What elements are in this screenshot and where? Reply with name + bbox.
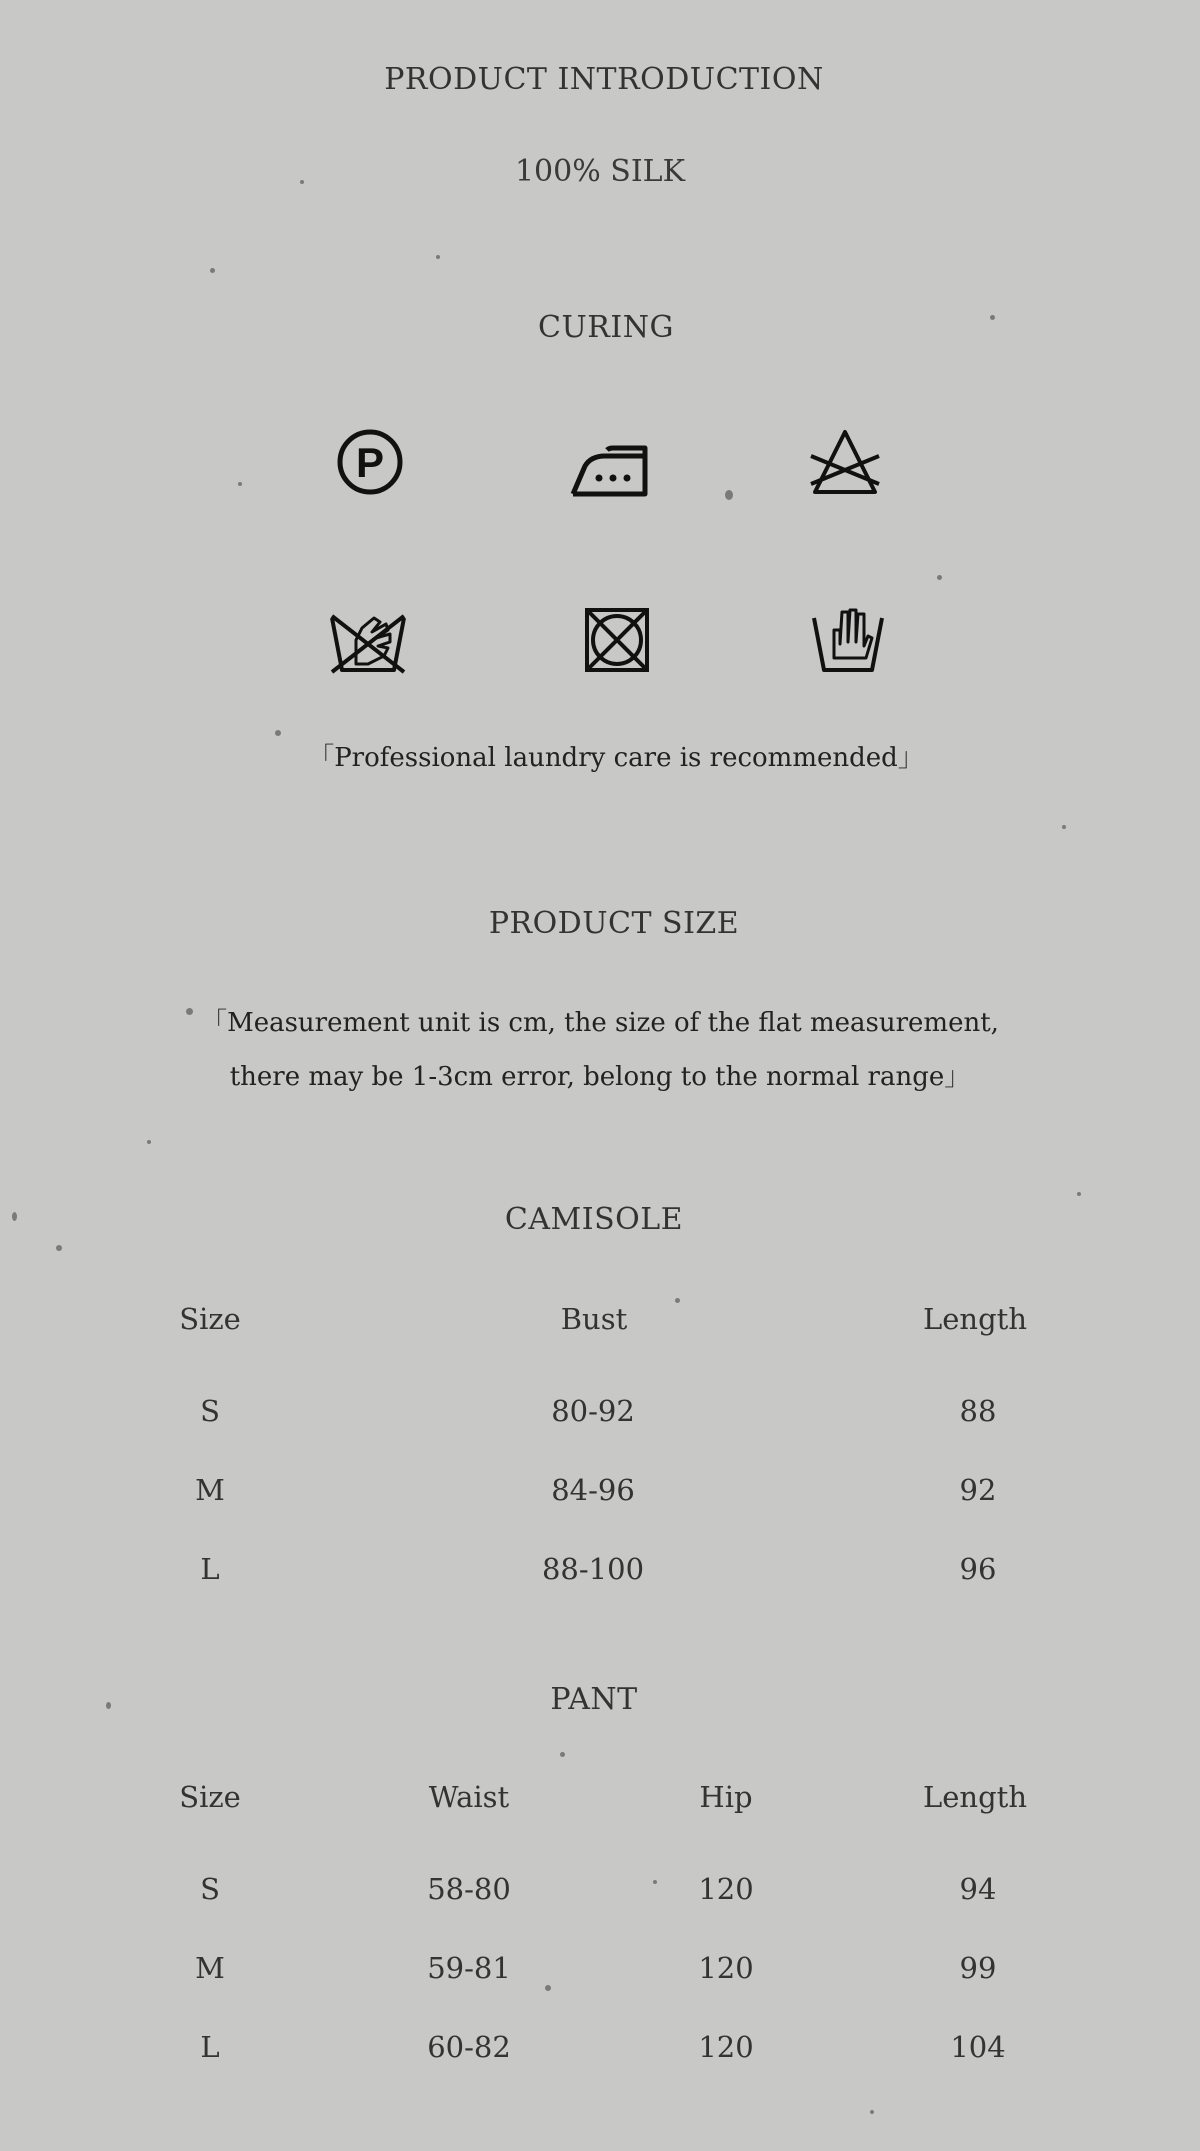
camisole-s-size: S: [200, 1394, 220, 1428]
pant-s-size: S: [200, 1872, 220, 1906]
camisole-title: CAMISOLE: [504, 1202, 684, 1237]
dry-clean-p-icon: [330, 422, 410, 502]
camisole-l-length: 96: [959, 1552, 997, 1586]
pant-l-length: 104: [950, 2030, 1006, 2064]
pant-header-size: Size: [179, 1780, 241, 1814]
size-title: PRODUCT SIZE: [488, 906, 740, 941]
curing-title: CURING: [538, 310, 674, 345]
measurement-note-line2: there may be 1-3cm error, belong to the normal range」: [229, 1062, 971, 1092]
pant-s-length: 94: [959, 1872, 997, 1906]
svg-text:P: P: [355, 439, 385, 486]
pant-m-length: 99: [959, 1951, 997, 1985]
measurement-note-line1: 「Measurement unit is cm, the size of the flat measurement,: [201, 1008, 999, 1038]
pant-m-size: M: [195, 1951, 225, 1985]
camisole-s-bust: 80-92: [551, 1394, 635, 1428]
pant-l-size: L: [200, 2030, 220, 2064]
laundry-note: 「Professional laundry care is recommended」: [308, 743, 924, 773]
camisole-m-size: M: [195, 1473, 225, 1507]
pant-header-hip: Hip: [699, 1780, 753, 1814]
camisole-s-length: 88: [959, 1394, 997, 1428]
no-hand-wash-icon: [328, 600, 408, 680]
pant-s-waist: 58-80: [427, 1872, 511, 1906]
pant-header-waist: Waist: [428, 1780, 510, 1814]
camisole-l-size: L: [200, 1552, 220, 1586]
material-label: 100% SILK: [514, 154, 686, 189]
pant-m-hip: 120: [698, 1951, 754, 1985]
pant-m-waist: 59-81: [427, 1951, 511, 1985]
camisole-header-size: Size: [179, 1302, 241, 1336]
hand-wash-icon: [808, 600, 888, 680]
pant-header-length: Length: [923, 1780, 1027, 1814]
camisole-m-length: 92: [959, 1473, 997, 1507]
pant-l-hip: 120: [698, 2030, 754, 2064]
pant-l-waist: 60-82: [427, 2030, 511, 2064]
camisole-header-bust: Bust: [560, 1302, 628, 1336]
iron-medium-icon: [565, 422, 655, 502]
camisole-header-length: Length: [923, 1302, 1027, 1336]
camisole-l-bust: 88-100: [541, 1552, 645, 1586]
pant-s-hip: 120: [698, 1872, 754, 1906]
no-bleach-icon: [805, 422, 885, 502]
camisole-m-bust: 84-96: [551, 1473, 635, 1507]
pant-title: PANT: [550, 1682, 638, 1717]
no-tumble-dry-icon: [577, 600, 657, 680]
intro-title: PRODUCT INTRODUCTION: [384, 62, 824, 97]
